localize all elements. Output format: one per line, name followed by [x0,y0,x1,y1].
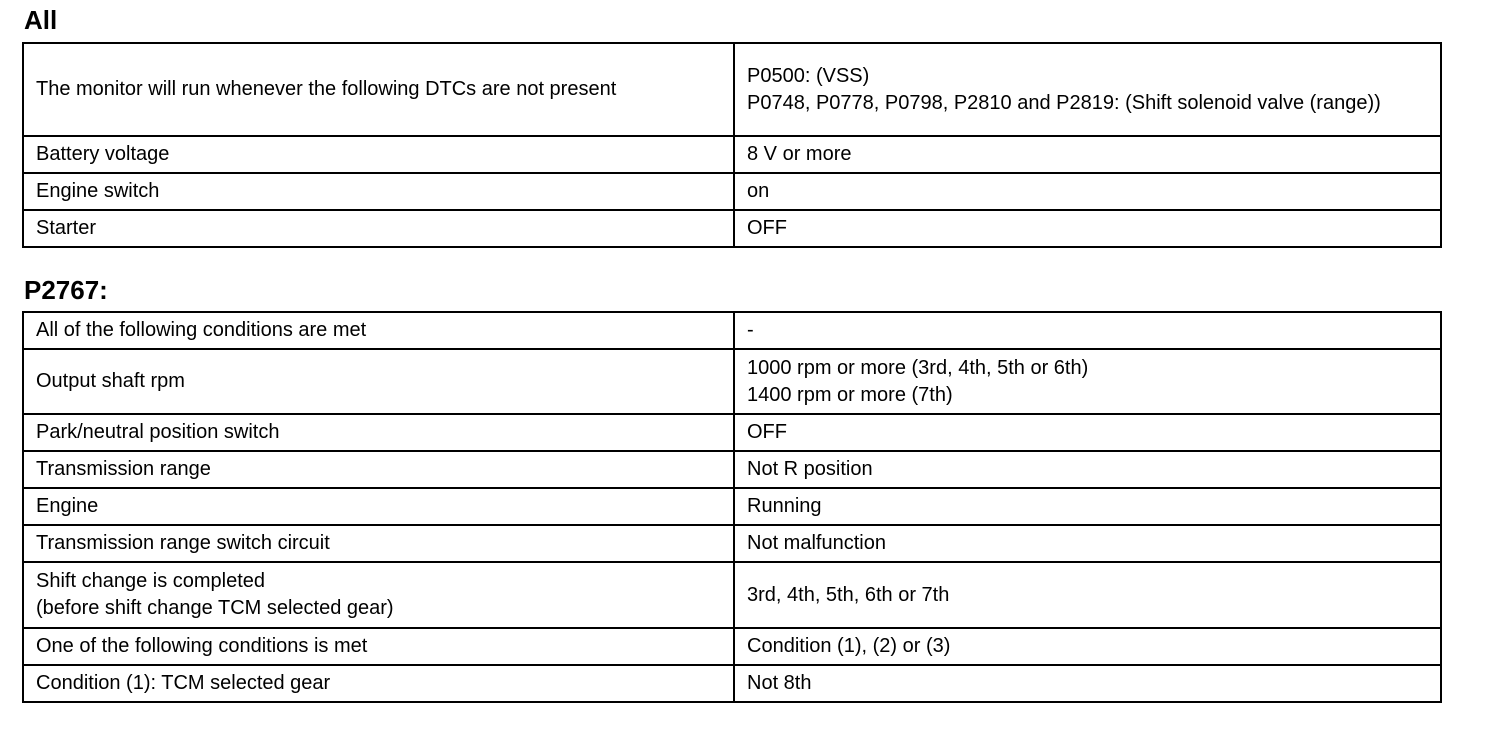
table-row [23,562,1441,628]
condition-cell: Starter [23,210,734,247]
condition-cell: The monitor will run whenever the following DTCs are not present [23,43,734,136]
value-cell: Not 8th [734,665,1441,702]
table-row [23,414,1441,451]
conditions-table-p2767 [22,311,1442,703]
conditions-table-all [22,42,1442,248]
table-row [23,488,1441,525]
table-row [23,628,1441,665]
condition-cell: All of the following conditions are met [23,312,734,349]
table-row [23,349,1441,414]
condition-cell: Transmission range switch circuit [23,525,734,562]
value-cell: - [734,312,1441,349]
value-cell: Not R position [734,451,1441,488]
value-cell: 1000 rpm or more (3rd, 4th, 5th or 6th) 1400 rpm or more (7th) [734,349,1441,414]
value-cell: OFF [734,414,1441,451]
value-cell: 8 V or more [734,136,1441,173]
section-title-p2767: P2767: [24,275,108,305]
value-cell: 3rd, 4th, 5th, 6th or 7th [734,562,1441,628]
table-row [23,665,1441,702]
value-cell: P0500: (VSS) P0748, P0778, P0798, P2810 and P2819: (Shift solenoid valve (range)) [734,43,1441,136]
table-row [23,136,1441,173]
condition-cell: Condition (1): TCM selected gear [23,665,734,702]
condition-cell: Battery voltage [23,136,734,173]
condition-cell: Output shaft rpm [23,349,734,414]
condition-cell: Shift change is completed (before shift change TCM selected gear) [23,562,734,628]
table-row [23,525,1441,562]
table-row [23,312,1441,349]
value-cell: OFF [734,210,1441,247]
value-cell: Condition (1), (2) or (3) [734,628,1441,665]
condition-cell: One of the following conditions is met [23,628,734,665]
table-row [23,210,1441,247]
condition-cell: Engine [23,488,734,525]
table-row [23,173,1441,210]
condition-cell: Transmission range [23,451,734,488]
condition-cell: Park/neutral position switch [23,414,734,451]
condition-cell: Engine switch [23,173,734,210]
section-title-all: All [24,5,58,35]
value-cell: Running [734,488,1441,525]
table-row [23,43,1441,136]
value-cell: on [734,173,1441,210]
table-row [23,451,1441,488]
value-cell: Not malfunction [734,525,1441,562]
